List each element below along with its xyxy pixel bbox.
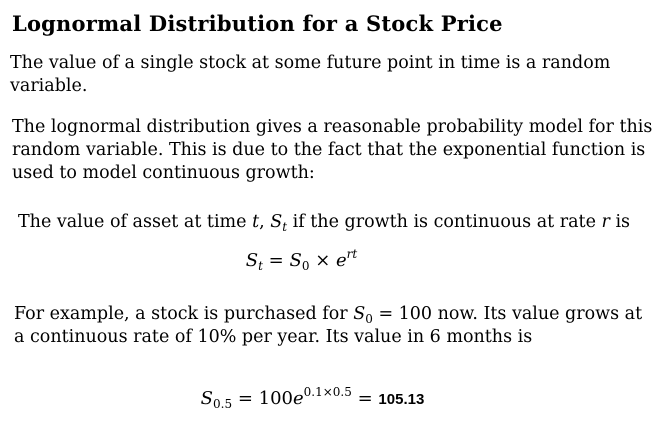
math-variable-e: e (336, 250, 347, 271)
math-subscript: t (258, 259, 263, 273)
text-run: The value of asset at time (18, 212, 253, 232)
math-operator: = (351, 388, 379, 409)
math-superscript: rt (346, 247, 358, 261)
math-variable-s: S (353, 304, 366, 324)
math-variable-s: S (245, 250, 259, 271)
math-variable-s: S (270, 212, 283, 232)
math-superscript: 0.1×0.5 (303, 385, 352, 399)
math-operator: = 100 (232, 388, 293, 409)
paragraph-line: a continuous rate of 10% per year. Its value in 6 months is (14, 327, 533, 347)
page-title: Lognormal Distribution for a Stock Price (12, 11, 503, 36)
formula-growth (0, 247, 609, 273)
math-subscript: 0 (301, 259, 310, 273)
math-variable-e: e (293, 388, 304, 409)
math-variable-s: S (289, 250, 302, 271)
answer-value: 105.13 (378, 391, 425, 408)
paragraph-lognormal (12, 116, 652, 185)
paragraph-example (14, 303, 642, 349)
paragraph-line: random variable. This is due to the fact that the exponential function is (12, 140, 646, 160)
formula-example (5, 385, 620, 411)
math-subscript: 0.5 (213, 397, 233, 411)
paragraph-asset-value (18, 211, 630, 234)
math-operator: = (262, 250, 290, 271)
math-subscript: t (282, 220, 288, 234)
text-run: , (259, 212, 271, 232)
paragraph-line: The lognormal distribution gives a reasonable probability model for this (12, 117, 652, 137)
paragraph-line: variable. (10, 76, 88, 96)
math-variable-s: S (200, 388, 214, 409)
math-variable-t: t (252, 212, 260, 232)
math-operator: × (309, 250, 336, 271)
paragraph-line: The value of a single stock at some future point in time is a random (10, 53, 611, 73)
math-subscript: 0 (365, 312, 373, 326)
text-run: = 100 now. Its value grows at (372, 304, 643, 324)
text-run: For example, a stock is purchased for (14, 304, 354, 324)
text-run: if the growth is continuous at rate (287, 212, 602, 232)
math-variable-r: r (601, 212, 610, 232)
paragraph-line (14, 303, 642, 326)
paragraph-line: used to model continuous growth: (12, 163, 315, 183)
paragraph-intro (10, 52, 610, 98)
text-run: is (609, 212, 631, 232)
